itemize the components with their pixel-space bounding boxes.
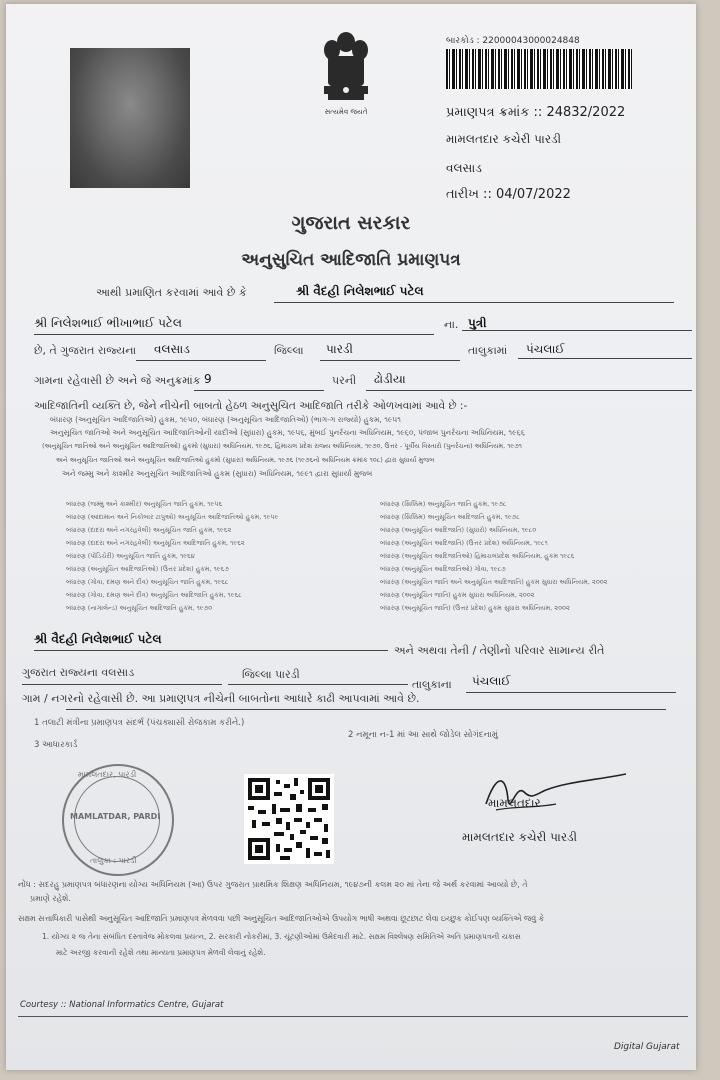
village-value: પંચલાઈ [526, 342, 565, 356]
order-left: બંધારણ (અનુસૂચિત આદિજાતિઓ) (ઉત્તર પ્રદેશ) હુકમ, ૧૯૬૭ [66, 565, 229, 573]
government-title: ગુજરાત સરકાર [291, 212, 411, 234]
issuing-office: મામલતદાર કચેરી પારડી [446, 132, 562, 146]
legal-line: અનુસૂચિત જાતિઓ અને અનુસૂચિત આદિજાતિઓની યાદીઓ (સુધારા) હુકમ, ૧૯૫૬, મુંબઈ પુનર્રચના અધિનિયમ, ૧૯૬૦, પંજાબ પુનર્રચના અધિનિયમ, ૧૯૬૬ [50, 428, 525, 437]
barcode-text: બારકોડ : 22000043000024848 [446, 36, 580, 46]
note-line: 1. યોગ્ય ૨ જ તેના સંબંધિત દસ્તાવેજ મોકલવા પ્રયત્ન, 2. સરકારી નોકરીમાં, 3. ચૂંટણીઓમાં ઉમેદવારી માટે. સક્ષમ વિશ્લેષણ સમિતિએ અતિ પ્રમાણપત્રની ચકાસ [42, 932, 521, 941]
basis-item: 2 નમૂના ન-1 માં આ સાથે જોડેલ સોગંદનામું [348, 730, 498, 740]
legal-line: અને અનુસૂચિત જાતિઓ અને અનુસૂચિત આદિજાતિઓ હુકમો (સુધારા) અધિનિયમ, ૧૯૭૬ (૧૯૭૬નો અધિનિયમ ક્રમાંક ૧૦૮) દ્વારા સુધાર્યા મુજબ [56, 456, 435, 464]
order-left: બંધારણ (પોંડિચેરી) અનુસૂચિત જાતિ હુકમ, ૧૯૬૪ [66, 552, 195, 560]
relation-value: પુત્રી [468, 316, 487, 330]
header-district: વલસાડ [446, 161, 482, 175]
courtesy-text: Courtesy :: National Informatics Centre, Gujarat [20, 1000, 224, 1010]
order-left: બંધારણ (દાદરા અને નગરહવેલી) અનુસૂચિત જાતિ હુકમ, ૧૯૬૨ [66, 526, 232, 534]
order-right: બંધારણ (અનુસૂચિત આદિજાતિઓ) હિમાચલપ્રદેશ અધિનિયમ, હુકમ ૧૯૮૬ [380, 552, 575, 560]
taluka-label: તાલુકામાં [468, 344, 508, 357]
order-right: બંધારણ (અનુસૂચિત આદિજાતિ) (સુધારો) અધિનિયમ, ૧૯૮૦ [380, 526, 537, 534]
official-seal [62, 764, 174, 876]
note-line: પ્રમાણે રહેશે. [30, 894, 71, 903]
qr-code-icon [244, 774, 334, 864]
resident-label: ગામના રહેવાસી છે અને જે અનુક્રમાંક [34, 374, 201, 387]
certificate-number: પ્રમાણપત્ર ક્રમાંક :: 24832/2022 [446, 105, 626, 120]
serial-value: 9 [204, 372, 212, 386]
order-left: બંધારણ (ગોવા, દમણ અને દીવ) અનુસૂચિત આદિજાતિ હુકમ, ૧૯૬૮ [66, 591, 242, 599]
certificate-title: અનુસુચિત આદિજાતિ પ્રમાણપત્ર [241, 250, 461, 270]
order-left: બંધારણ (ગોવા, દમણ અને દીવ) અનુસૂચિત જાતિ હુકમ, ૧૯૬૮ [66, 578, 229, 586]
digital-gujarat-text: Digital Gujarat [614, 1042, 680, 1052]
basis-item: 3 આધારકાર્ડ [34, 740, 78, 750]
order-right: બંધારણ (અનુસૂચિત આદિજાતિઓ) ગોવા, ૧૯૮૭ [380, 565, 506, 573]
seal-center-text: MAMLATDAR, PARDI [70, 812, 161, 821]
certificate-page [6, 4, 696, 1070]
issue-date: તારીખ :: 04/07/2022 [446, 187, 571, 202]
relation-label: ના. [444, 318, 459, 331]
state-label-2: ગુજરાત રાજ્યના વલસાડ [22, 666, 135, 679]
legal-line: બંધારણ (અનુસૂચિત આદિજાતિઓ) હુકમ, ૧૯૫૦, બંધારણ (અનુસૂચિત આદિજાતિઓ) (ભાગ-ગ રાજ્યો) હુકમ, ૧૯૫૧ [50, 415, 401, 424]
caste-value: ઢોડીયા [374, 372, 406, 386]
order-right: બંધારણ (અનુસૂચિત જાતિ) (ઉત્તર પ્રદેશ) હુકમ સુધારા અધિનિયમ, ૨૦૦૨ [380, 604, 570, 612]
order-right: બંધારણ (અનુસૂચિત જાતિ) હુકમ સુધારા અધિનિયમ, ૨૦૦૨ [380, 591, 535, 599]
person-name: શ્રી વૈદહી નિલેશભાઈ પટેલ [296, 284, 424, 298]
national-emblem-icon [314, 28, 378, 120]
order-left: બંધારણ (નાગાલેન્ડ) અનુસૂચિત આદિજાતિ હુકમ, ૧૯૭૦ [66, 604, 213, 612]
applicant-photo [70, 48, 190, 188]
seal-top-text: મામલતદાર, પારડી [78, 770, 137, 779]
order-right: બંધારણ (અનુસૂચિત જાતિ અને અનુસૂચિત આદિજાતિ) હુકમ સુધારા અધિનિયમ, ૨૦૦૨ [380, 578, 608, 586]
father-name: શ્રી નિલેશભાઈ ભીખાભાઈ પટેલ [34, 316, 182, 330]
person-name-2: શ્રી વૈદહી નિલેશભાઈ પટેલ [34, 632, 162, 646]
district-label-2: જિલ્લા પારડી [242, 668, 300, 681]
caste-label: પરની [332, 374, 357, 387]
order-right: બંધારણ (અનુસૂચિત આદિજાતિ) (ઉત્તર પ્રદેશ) અધિનિયમ, ૧૯૮૧ [380, 539, 548, 547]
seal-bottom-text: તાલુકા : પારડી [90, 856, 137, 865]
order-left: બંધારણ (આંદામાન અને નિકોબાર ટાપુઓ) અનુસૂચિત આદિજાતિઓ હુકમ, ૧૯૫૯ [66, 513, 279, 521]
legal-line: અને જમ્મુ અને કાશ્મીર અનુસૂચિત આદિજાતિઓ હુકમ (સુધારા) અધિનિયમ, ૧૯૯૧ દ્વારા સુધાર્યા મુજબ [62, 469, 373, 478]
district-value: વલસાડ [154, 342, 190, 356]
taluka-value: પારડી [326, 342, 353, 356]
note-line: સક્ષમ સત્તાધિકારી પાસેથી અનુસૂચિત આદિજાતિ પ્રમાણપત્ર મેળવવા પછી અનુસૂચિત આદિજાતિઓએ ઉપયોગ ભાષી અથવા છૂટછાટ લેવા ઇચ્છુક કોઈપણ વ્યક્તિએ જવું કે [18, 914, 545, 923]
signatory-office: મામલતદાર કચેરી પારડી [462, 830, 578, 844]
order-left: બંધારણ (દાદરા અને નગરહવેલી) અનુસૂચિત આદિજાતિ હુકમ, ૧૯૬૨ [66, 539, 245, 547]
district-label: જિલ્લા [274, 344, 304, 357]
barcode-image [446, 49, 632, 89]
emblem-caption: સત્યમેવ જયતે [324, 108, 368, 116]
village-value-2: પંચલાઈ [472, 674, 511, 688]
taluka-label-2: તાલુકાના [412, 678, 452, 691]
basis-item: 1 તલાટી મંત્રીના પ્રમાણપત્ર સંદર્ભ (પંચક્યાસી રોજકામ કરીને.) [34, 718, 245, 728]
order-right: બંધારણ (સિક્કિમ) અનુસૂચિત જાતિ હુકમ, ૧૯૭૮ [380, 500, 507, 508]
family-label: અને અથવા તેની / તેણીનો પરિવાર સામાન્ય રીતે [394, 644, 605, 657]
note-line: નોંધ : સદરહુ પ્રમાણપત્ર બંધારણના યોગ્ય અધિનિયમ (આ) ઉપર ગુજરાત પ્રાથમિક શિક્ષણ અધિનિયમ, ૧૯૪૭ની કલમ ૨૦ માં તેના જે અર્થ કરવામાં આવ્યો છે, તે [18, 880, 528, 889]
order-left: બંધારણ (જમ્મુ અને કાશ્મીર) અનુસૂચિત જાતિ હુકમ, ૧૯૫૬ [66, 500, 223, 508]
issued-line: ગામ / નગરનો રહેવાસી છે. આ પ્રમાણપત્ર નીચેની બાબતોના આધારે કાઢી આપવામાં આવે છે. [22, 692, 420, 705]
signatory-title: મામલતદાર [488, 796, 541, 810]
legal-line: (અનુસૂચિત જાતિઓ અને અનુસૂચિત આદિજાતિઓ) હુકમો (સુધારા) અધિનિયમ, ૧૯૭૬, હિમાચલ પ્રદેશ રાજ્ય અધિનિયમ, ૧૯૭૦, ઉત્તર - પૂર્વીય વિસ્તારો (પુનર્રચના) અધિનિયમ, ૧૯૭૧ [42, 442, 522, 450]
order-right: બંધારણ (સિક્કિમ) અનુસૂચિત આદિજાતિ હુકમ, ૧૯૭૮ [380, 513, 520, 521]
note-line: માટે અરજી કરવાની રહેશે તથા માન્યતા પ્રમાણપત્ર મેળવી લેવાનું રહેશે. [56, 948, 266, 957]
recognized-line: આદિજાતિની વ્યક્તિ છે, જેને નીચેની બાબતો હેઠળ અનુસુચિત આદિજાતિ તરીકે ઓળખવામાં આવે છે :- [34, 400, 468, 412]
signature-icon [476, 764, 636, 824]
state-label: છે, તે ગુજરાત રાજ્યના [34, 344, 137, 357]
certify-label: આથી પ્રમાણિત કરવામાં આવે છે કે [96, 286, 247, 299]
